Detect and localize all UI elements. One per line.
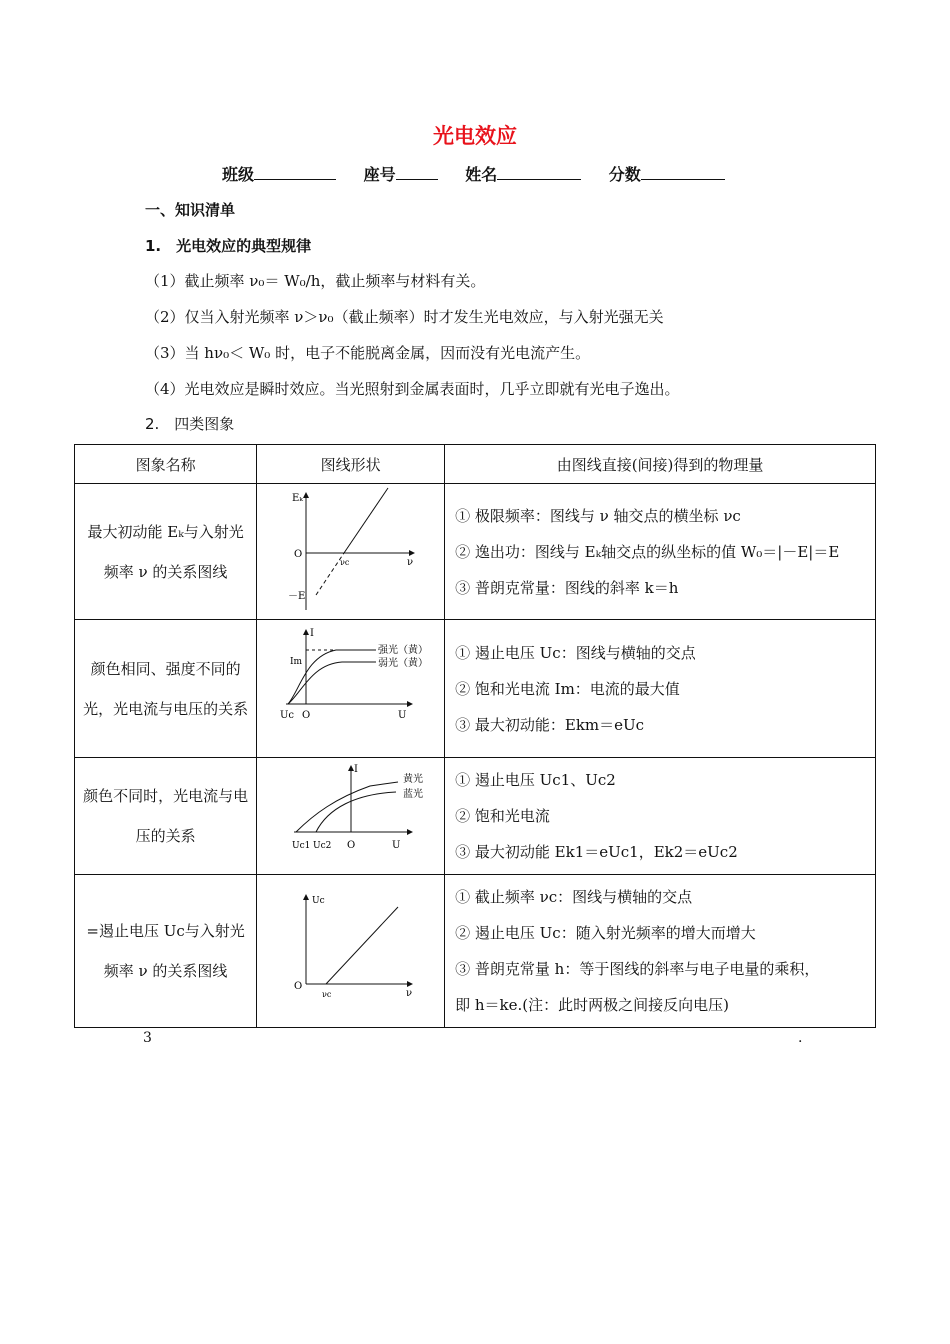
score-blank[interactable] xyxy=(641,165,725,180)
quantity-item: ③ 最大初动能 Ek1＝eUc1，Ek2＝eUc2 xyxy=(455,843,738,861)
uc1-label: Uc1 xyxy=(291,841,311,851)
i-axis-label: I xyxy=(353,764,358,775)
score-label: 分数 xyxy=(608,165,641,184)
nuc-label: νc xyxy=(339,557,350,567)
page-number: 3 xyxy=(143,1030,152,1046)
subsection-heading-1: 1. 光电效应的典型规律 xyxy=(145,237,312,255)
origin-label: O xyxy=(346,840,355,851)
table-row xyxy=(75,484,876,620)
uc2-label: Uc2 xyxy=(312,841,332,851)
rule-3: （3）当 hν₀＜ W₀ 时，电子不能脱离金属，因而没有光电流产生。 xyxy=(145,344,591,362)
row-quantities xyxy=(445,758,876,875)
i-axis-label: I xyxy=(309,627,314,639)
diff-color-graph-figure xyxy=(266,760,436,868)
header-shape: 图线形状 xyxy=(257,445,445,484)
quantity-item: ② 饱和光电流 xyxy=(455,807,550,825)
table-row xyxy=(75,875,876,1028)
row-name: 颜色相同、强度不同的光，光电流与电压的关系 xyxy=(75,620,257,758)
quantity-item: ③ 普朗克常量 h：等于图线的斜率与电子电量的乘积， xyxy=(455,960,820,978)
graph-table xyxy=(74,444,876,1028)
row-quantities xyxy=(445,875,876,1028)
rule-4: （4）光电效应是瞬时效应。当光照射到金属表面时，几乎立即就有光电子逸出。 xyxy=(145,380,680,398)
row-name: 最大初动能 Eₖ与入射光频率 ν 的关系图线 xyxy=(75,484,257,620)
quantity-item: ② 遏止电压 Uc：随入射光频率的增大而增大 xyxy=(455,924,756,942)
page-title: 光电效应 xyxy=(433,124,517,148)
quantity-item: ① 遏止电压 Uc：图线与横轴的交点 xyxy=(455,643,696,662)
rule-2: （2）仅当入射光频率 ν＞ν₀（截止频率）时才发生光电效应，与入射光强无关 xyxy=(145,308,664,326)
row-quantities xyxy=(445,620,876,758)
header-name: 图象名称 xyxy=(75,445,257,484)
table-header-row xyxy=(75,445,876,484)
name-blank[interactable] xyxy=(497,165,581,180)
strong-light-label: 强光（黄） xyxy=(377,644,428,656)
class-field xyxy=(222,162,336,185)
graph-diff-color xyxy=(257,758,445,875)
student-info-row xyxy=(222,162,782,185)
row-name: =遏止电压 Uc与入射光频率 ν 的关系图线 xyxy=(75,875,257,1028)
weak-light-label: 弱光（黄） xyxy=(377,657,428,669)
table-row xyxy=(75,620,876,758)
same-color-graph-figure xyxy=(266,622,436,752)
im-label: Im xyxy=(289,656,302,667)
origin-label: O xyxy=(293,981,302,992)
uc-label: Uc xyxy=(279,709,294,721)
nu-axis-label: ν xyxy=(405,988,412,999)
origin-label: O xyxy=(301,709,310,721)
u-axis-label: U xyxy=(391,840,401,851)
name-label: 姓名 xyxy=(465,165,498,184)
graph-ek-nu xyxy=(257,484,445,620)
row-quantities xyxy=(445,484,876,620)
graph-uc-nu xyxy=(257,875,445,1028)
rule-1: （1）截止频率 ν₀＝ W₀/h，截止频率与材料有关。 xyxy=(145,272,486,290)
quantity-item: 即 h＝ke.(注：此时两极之间接反向电压) xyxy=(455,996,729,1014)
graph-same-color xyxy=(257,620,445,758)
blue-light-label: 蓝光 xyxy=(402,789,423,800)
u-axis-label: U xyxy=(397,709,407,721)
quantity-item: ② 逸出功：图线与 Eₖ轴交点的纵坐标的值 W₀＝|－E|＝E xyxy=(455,542,840,561)
class-label: 班级 xyxy=(222,165,255,184)
ek-nu-graph-figure xyxy=(266,485,436,615)
seat-blank[interactable] xyxy=(396,165,438,180)
section-heading: 一、知识清单 xyxy=(145,201,236,219)
row-name: 颜色不同时，光电流与电压的关系 xyxy=(75,758,257,875)
quantity-item: ③ 最大初动能：Ekm＝eUc xyxy=(455,715,645,734)
header-quantity: 由图线直接(间接)得到的物理量 xyxy=(445,445,876,484)
score-field xyxy=(609,162,725,185)
minus-e-label: －E xyxy=(287,590,305,602)
seat-field xyxy=(364,162,438,185)
quantity-item: ③ 普朗克常量：图线的斜率 k＝h xyxy=(455,578,679,597)
quantity-item: ① 遏止电压 Uc1、Uc2 xyxy=(455,771,616,789)
yellow-light-label: 黄光 xyxy=(402,774,423,785)
seat-label: 座号 xyxy=(363,165,396,184)
uc-axis-label: Uc xyxy=(311,896,325,906)
nu-axis-label: ν xyxy=(406,556,413,568)
quantity-item: ① 极限频率：图线与 ν 轴交点的横坐标 νc xyxy=(455,506,741,525)
name-field xyxy=(465,162,581,185)
table-row xyxy=(75,758,876,875)
class-blank[interactable] xyxy=(254,165,336,180)
uc-nu-graph-figure xyxy=(266,889,436,1009)
nuc-label: νc xyxy=(321,990,332,999)
quantity-item: ① 截止频率 νc：图线与横轴的交点 xyxy=(455,888,693,906)
subsection-heading-2: 2. 四类图象 xyxy=(145,415,235,433)
origin-label: O xyxy=(293,548,302,560)
quantity-item: ② 饱和光电流 Im：电流的最大值 xyxy=(455,679,680,698)
footer-dot: . xyxy=(798,1030,803,1046)
ek-axis-label: Eₖ xyxy=(291,492,303,504)
